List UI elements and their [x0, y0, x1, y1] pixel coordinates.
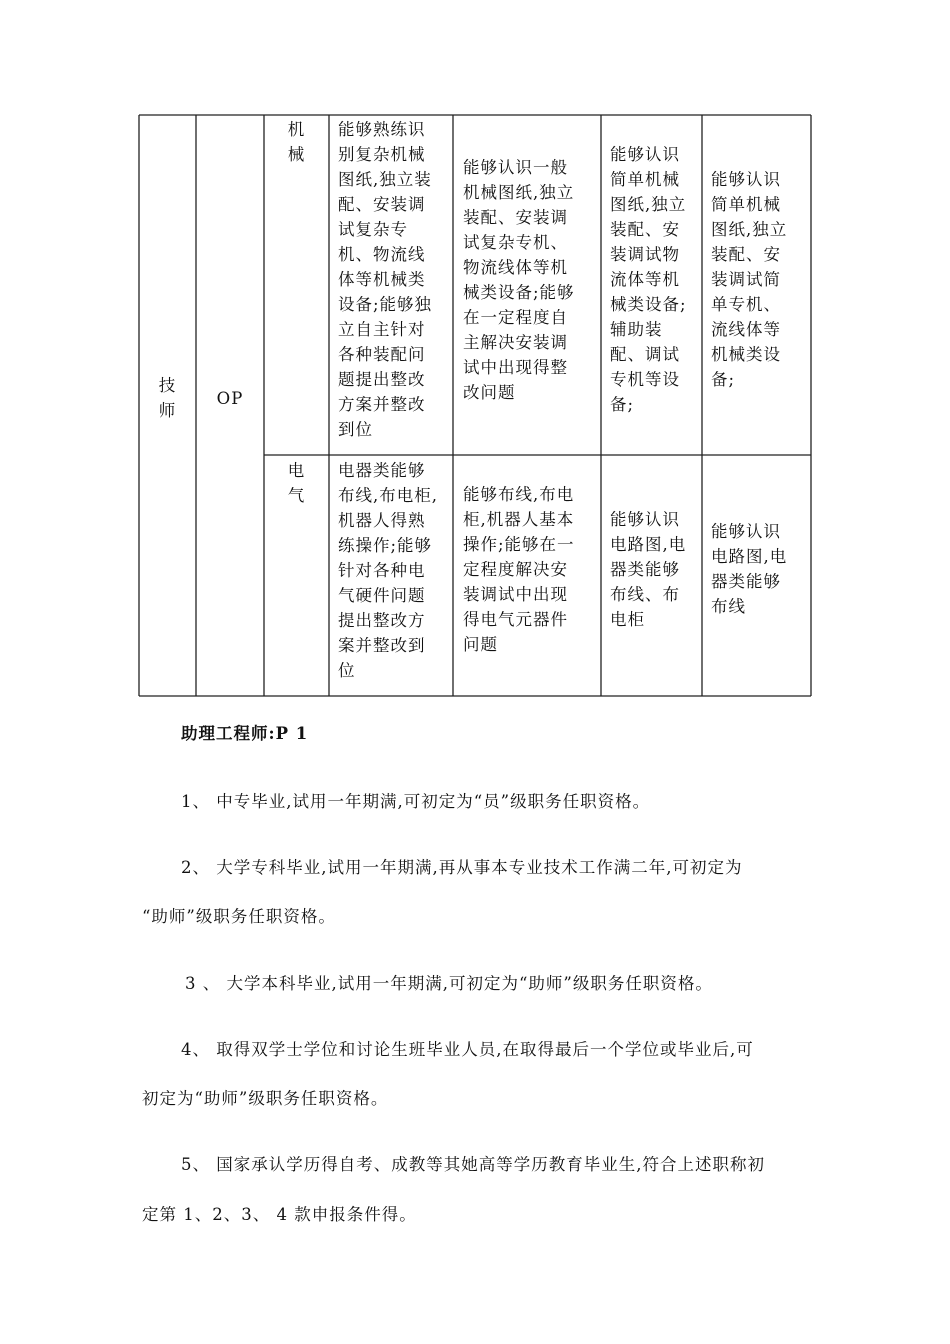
level-label: 技 师 — [158, 376, 177, 420]
list-item-1: 1、 中专毕业,试用一年期满,可初定为“员”级职务任职资格。 — [181, 792, 651, 811]
list-item-2-line-1: 2、 大学专科毕业,试用一年期满,再从事本专业技术工作满二年,可初定为 — [181, 858, 743, 877]
mechanical-level-1: 能够熟练识 别复杂机械 图纸,独立装 配、安装调 试复杂专 机、物流线 体等机械类 设备;能够独 立自主针对 各种装配问 题提出整改 方案并整改 到位 — [338, 120, 433, 439]
category-mechanical: 机 械 — [287, 120, 306, 164]
grade-code: OP — [216, 389, 244, 408]
mechanical-level-4: 能够认识 简单机械 图纸,独立 装配、安 装调试简 单专机、 流线体等 机械类设 备; — [711, 170, 788, 389]
category-electrical: 电 气 — [287, 461, 306, 505]
list-item-3: 3 、 大学本科毕业,试用一年期满,可初定为“助师”级职务任职资格。 — [185, 974, 713, 993]
electrical-level-1: 电器类能够 布线,布电柜, 机器人得熟 练操作;能够 针对各种电 气硬件问题 提出整改方 案并整改到 位 — [338, 461, 438, 680]
mechanical-level-2: 能够认识一般 机械图纸,独立 装配、安装调 试复杂专机、 物流线体等机 械类设备;能够 在一定程度自 主解决安装调 试中出现得整 改问题 — [463, 158, 575, 402]
electrical-level-3: 能够认识 电路图,电 器类能够 布线、布 电柜 — [610, 510, 687, 629]
electrical-level-4: 能够认识 电路图,电 器类能够 布线 — [711, 522, 788, 616]
list-item-2-line-2: “助师”级职务任职资格。 — [142, 907, 336, 926]
section-heading: 助理工程师:P 1 — [181, 724, 309, 743]
list-item-4-line-2: 初定为“助师”级职务任职资格。 — [142, 1089, 389, 1108]
list-item-4-line-1: 4、 取得双学士学位和讨论生班毕业人员,在取得最后一个学位或毕业后,可 — [181, 1040, 754, 1059]
electrical-level-2: 能够布线,布电 柜,机器人基本 操作;能够在一 定程度解决安 装调试中出现 得电气元器件 问题 — [463, 485, 575, 654]
mechanical-level-3: 能够认识 简单机械 图纸,独立 装配、安 装调试物 流体等机 械类设备; 辅助装 配、调试 专机等设 备; — [610, 145, 687, 414]
list-item-5-line-2: 定第 1、2、3、 4 款申报条件得。 — [142, 1205, 417, 1224]
list-item-5-line-1: 5、 国家承认学历得自考、成教等其她高等学历教育毕业生,符合上述职称初 — [181, 1155, 765, 1174]
